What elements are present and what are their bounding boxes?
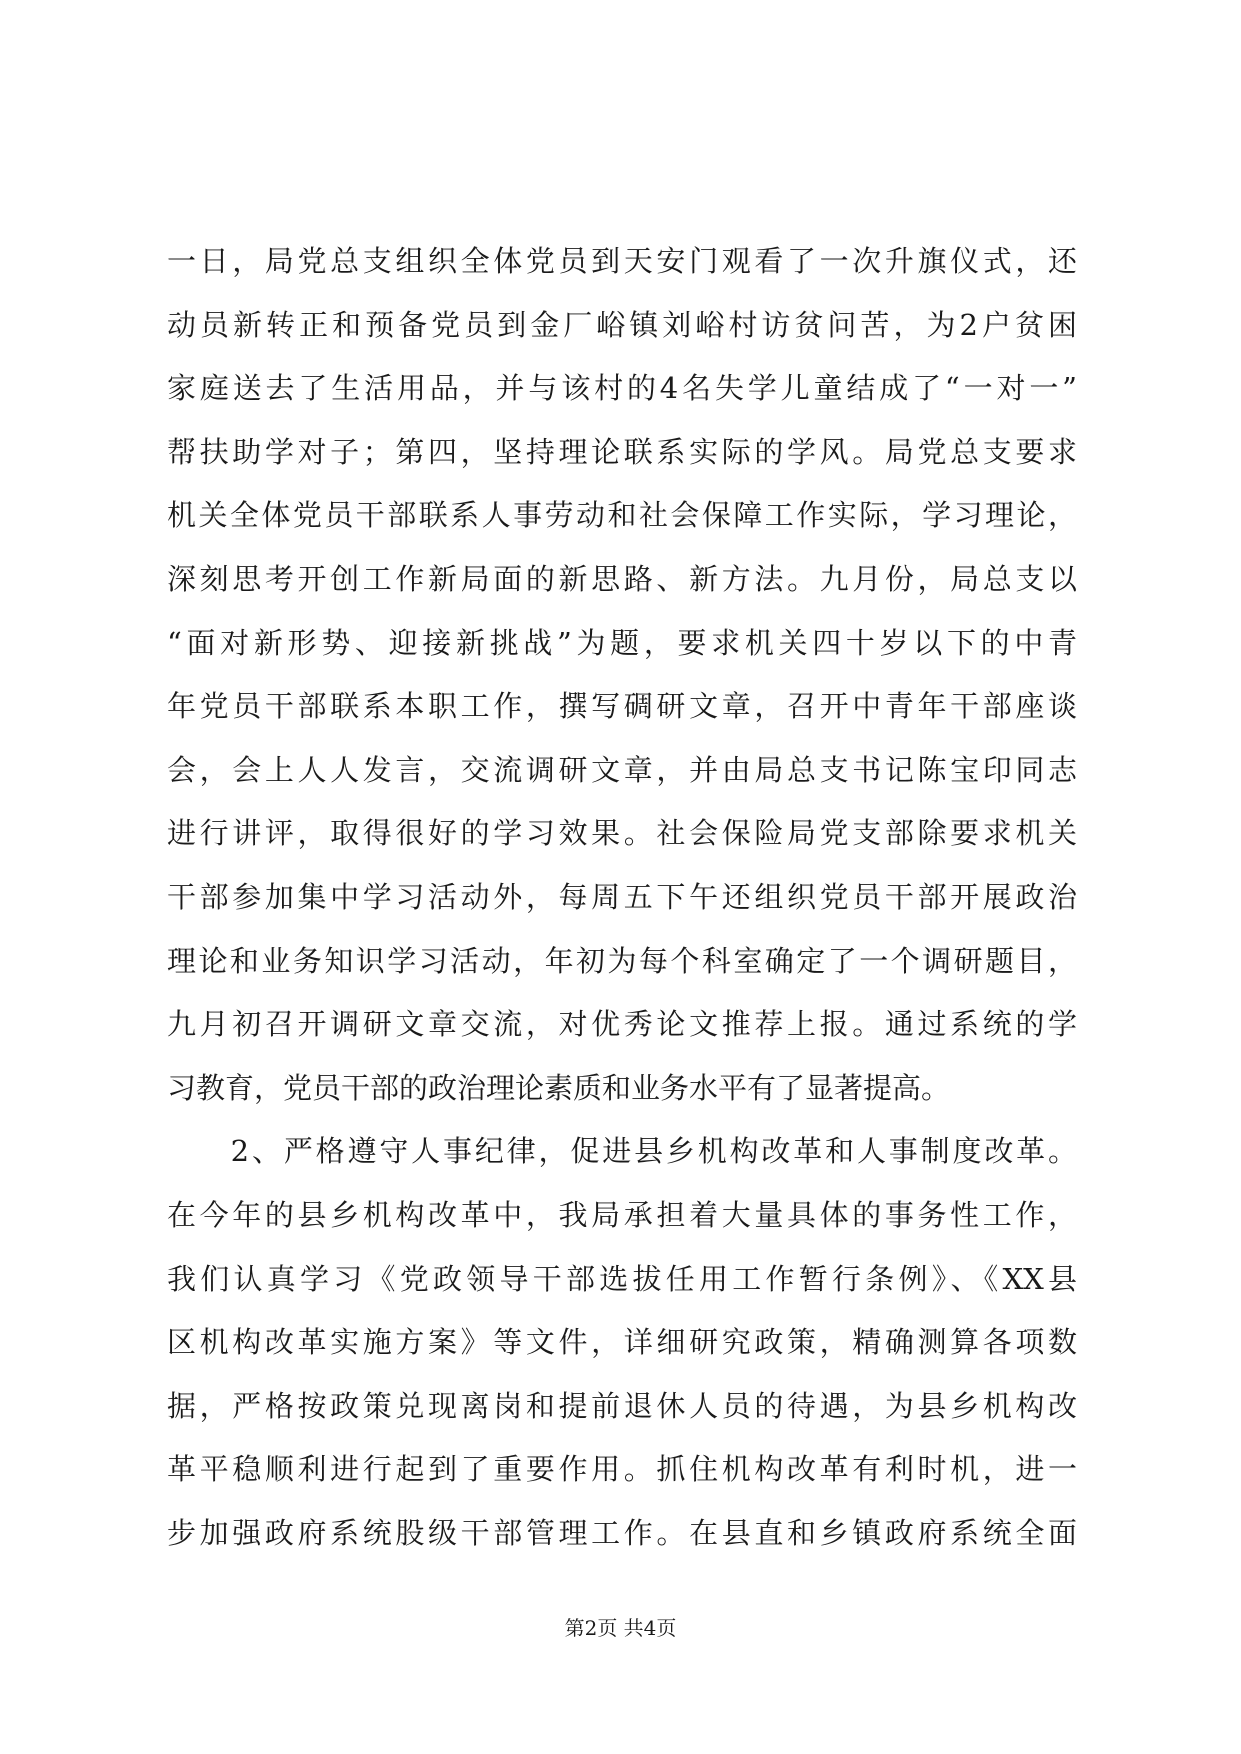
text-line: 我们认真学习《党政领导干部选拔任用工作暂行条例》、《XX县	[167, 1261, 1077, 1296]
text-line: 一日，局党总支组织全体党员到天安门观看了一次升旗仪式，还	[167, 244, 1077, 278]
text-line: 在今年的县乡机构改革中，我局承担着大量具体的事务性工作，	[167, 1197, 1077, 1232]
text-line: 动员新转正和预备党员到金厂峪镇刘峪村访贫问苦，为2户贫困	[167, 307, 1077, 342]
text-line: 帮扶助学对子；第四，坚持理论联系实际的学风。局党总支要求	[167, 434, 1077, 469]
text-line: 年党员干部联系本职工作，撰写碉研文章，召开中青年干部座谈	[167, 689, 1077, 724]
text-line: 理论和业务知识学习活动，年初为每个科室确定了一个调研题目，	[167, 943, 1077, 978]
page-number-footer: 第2页 共4页	[564, 1616, 677, 1640]
text-line: 深刻思考开创工作新局面的新思路、新方法。九月份，局总支以	[167, 561, 1077, 596]
text-line: 会，会上人人发言，交流调研文章，并由局总支书记陈宝印同志	[167, 752, 1077, 787]
text-line: 革平稳顺利进行起到了重要作用。抓住机构改革有利时机，进一	[167, 1452, 1077, 1487]
text-line: 家庭送去了生活用品，并与该村的4名失学儿童结成了“一对一”	[167, 371, 1077, 406]
text-line: 步加强政府系统股级干部管理工作。在县直和乡镇政府系统全面	[167, 1515, 1077, 1550]
body-text	[167, 230, 1077, 1565]
text-line-paragraph-start: 2、严格遵守人事纪律，促进县乡机构改革和人事制度改革。	[167, 1134, 1077, 1169]
text-line: 据，严格按政策兑现离岗和提前退休人员的待遇，为县乡机构改	[167, 1388, 1077, 1423]
text-line: “面对新形势、迎接新挑战”为题，要求机关四十岁以下的中青	[167, 625, 1077, 660]
text-line: 进行讲评，取得很好的学习效果。社会保险局党支部除要求机关	[167, 816, 1077, 851]
text-line: 干部参加集中学习活动外，每周五下午还组织党员干部开展政治	[167, 879, 1077, 914]
text-line-paragraph-end: 习教育，党员干部的政治理论素质和业务水平有了显著提高。	[167, 1070, 951, 1105]
text-line: 九月初召开调研文章交流，对优秀论文推荐上报。通过系统的学	[167, 1007, 1077, 1042]
text-line: 机关全体党员干部联系人事劳动和社会保障工作实际，学习理论，	[167, 498, 1077, 533]
text-line: 区机构改革实施方案》等文件，详细研究政策，精确测算各项数	[167, 1325, 1077, 1360]
